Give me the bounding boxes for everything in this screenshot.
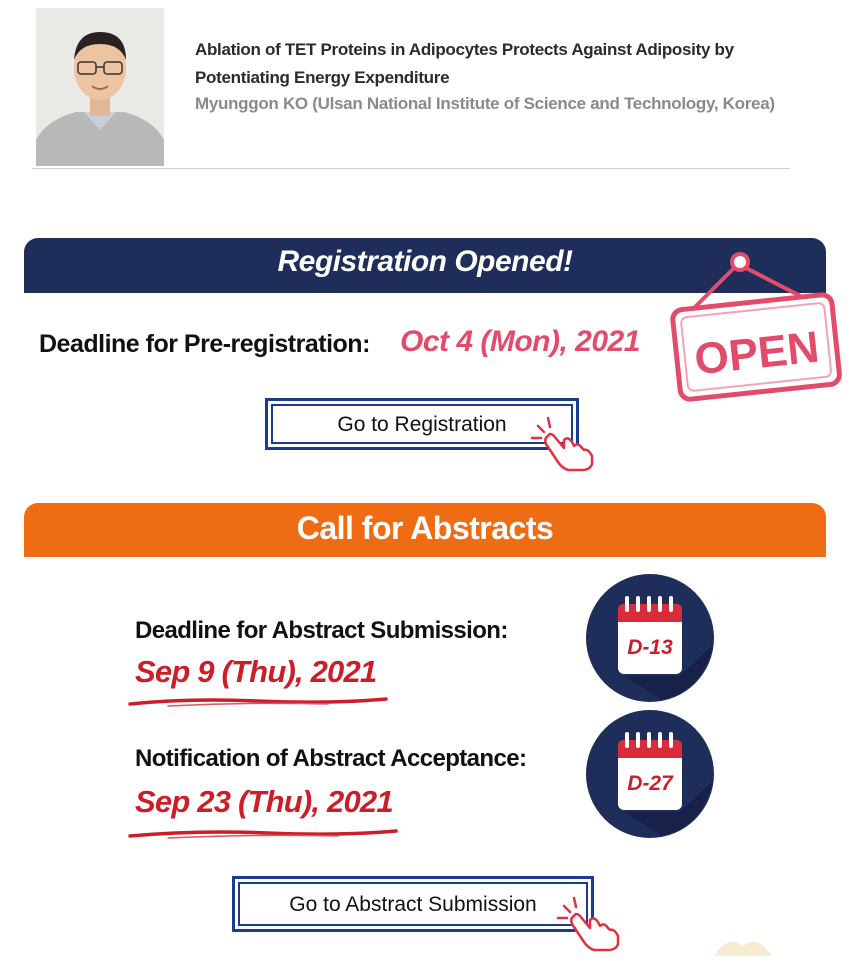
divider bbox=[32, 168, 790, 169]
open-sign-text: OPEN bbox=[692, 322, 822, 385]
abstract-submission-deadline-date: Sep 9 (Thu), 2021 bbox=[135, 654, 377, 689]
speaker-photo bbox=[36, 8, 164, 166]
registration-banner-title: Registration Opened! bbox=[277, 245, 573, 278]
call-for-abstracts-title: Call for Abstracts bbox=[296, 510, 554, 546]
abstract-acceptance-notification-label: Notification of Abstract Acceptance: bbox=[135, 745, 527, 772]
brush-underline bbox=[128, 826, 398, 845]
speaker-name-affiliation: Myunggon KO (Ulsan National Institute of Science and Technology, Korea) bbox=[195, 94, 775, 113]
abstract-acceptance-notification-date: Sep 23 (Thu), 2021 bbox=[135, 784, 393, 819]
pointer-hand-icon bbox=[556, 896, 622, 952]
brush-underline bbox=[128, 694, 388, 713]
talk-title bbox=[195, 36, 795, 92]
abstract-submission-deadline-label: Deadline for Abstract Submission: bbox=[135, 617, 508, 644]
pre-registration-deadline-date: Oct 4 (Mon), 2021 bbox=[400, 325, 640, 358]
calendar-icon bbox=[584, 572, 716, 704]
countdown-d27: D-27 bbox=[627, 772, 673, 795]
go-to-abstract-submission-label: Go to Abstract Submission bbox=[289, 893, 537, 916]
open-sign-icon bbox=[668, 250, 844, 402]
calendar-icon bbox=[584, 708, 716, 840]
go-to-abstract-submission-button[interactable] bbox=[232, 876, 594, 932]
talk-title-line-2: Potentiating Energy Expenditure bbox=[195, 68, 450, 87]
talk-title-line-1: Ablation of TET Proteins in Adipocytes Protects Against Adiposity by bbox=[195, 40, 734, 59]
go-to-registration-label: Go to Registration bbox=[337, 413, 507, 436]
countdown-d13: D-13 bbox=[627, 636, 673, 659]
decorative-ribbon bbox=[708, 932, 778, 956]
pointer-hand-icon bbox=[530, 416, 596, 472]
pre-registration-deadline-label: Deadline for Pre-registration: bbox=[39, 330, 370, 358]
